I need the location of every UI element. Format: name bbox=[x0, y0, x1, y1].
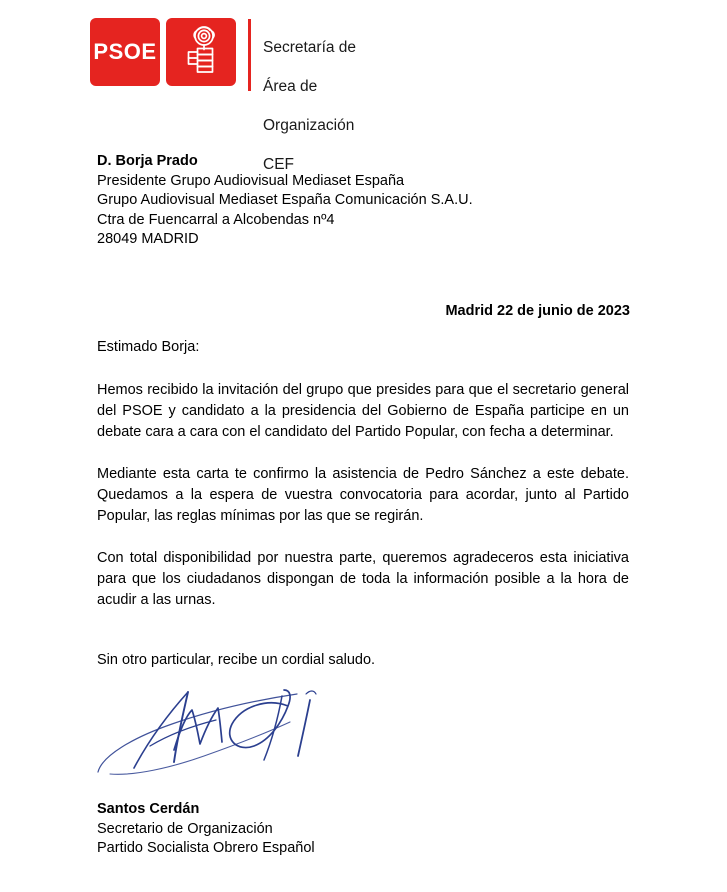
department-line-3: Organización bbox=[263, 116, 355, 134]
psoe-wordmark-logo bbox=[90, 18, 160, 86]
dateline: Madrid 22 de junio de 2023 bbox=[445, 303, 630, 319]
salutation: Estimado Borja: bbox=[97, 339, 200, 355]
signer-block bbox=[97, 800, 315, 859]
recipient-city: 28049 MADRID bbox=[97, 231, 199, 247]
signer-role: Secretario de Organización bbox=[97, 820, 273, 837]
recipient-title: Presidente Grupo Audiovisual Mediaset España bbox=[97, 172, 405, 189]
letterhead-divider bbox=[248, 19, 251, 91]
department-line-1: Secretaría de bbox=[263, 38, 357, 56]
signer-name: Santos Cerdán bbox=[97, 801, 200, 817]
recipient-company: Grupo Audiovisual Mediaset España Comunicación S.A.U. bbox=[97, 192, 473, 208]
psoe-wordmark-text: PSOE bbox=[93, 39, 157, 64]
signer-organization: Partido Socialista Obrero Español bbox=[97, 840, 315, 856]
closing-line: Sin otro particular, recibe un cordial saludo. bbox=[97, 652, 376, 668]
body-paragraph-3: Con total disponibilidad por nuestra parte, queremos agradeceros esta iniciativa para que los ciudadanos dispongan de toda la información posible a la hora de acudir a las urnas. bbox=[97, 550, 629, 608]
department-line-2: Área de bbox=[263, 77, 318, 95]
letter-body bbox=[97, 337, 629, 611]
department-line-4: CEF bbox=[263, 155, 294, 173]
recipient-street: Ctra de Fuencarral a Alcobendas nº4 bbox=[97, 211, 335, 228]
fist-and-rose-icon bbox=[166, 18, 236, 86]
body-paragraph-2: Mediante esta carta te confirmo la asistencia de Pedro Sánchez a este debate. Quedamos a la espera de vuestra convocatoria para acordar, junto al Partido Popular, las reglas mínimas por las que se regirán. bbox=[97, 466, 629, 524]
recipient-address-block bbox=[97, 152, 473, 250]
handwritten-signature bbox=[92, 676, 372, 788]
body-paragraph-1: Hemos recibido la invitación del grupo que presides para que el secretario general del PSOE y candidato a la presidencia del Gobierno de España participe en un debate cara a cara con el candidato del Partido Popular, con fecha a determinar. bbox=[97, 382, 629, 440]
recipient-name: D. Borja Prado bbox=[97, 153, 198, 169]
